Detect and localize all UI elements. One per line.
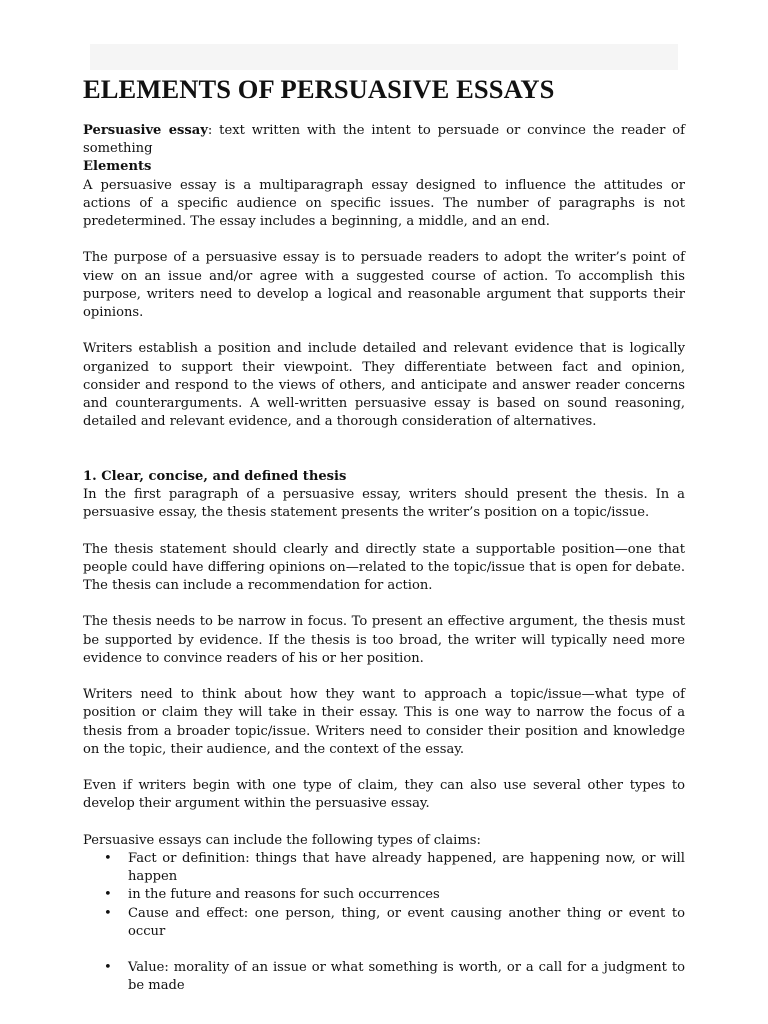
intro-paragraph-2: The purpose of a persuasive essay is to persuade readers to adopt the writer’s point of view on an issue and/or agree with a suggested course of action. To accomplish this purpose, writers need to develop a logical and reasonable argument that supports their opinions. [83, 250, 685, 321]
claims-list [83, 850, 685, 996]
list-item [83, 959, 685, 995]
bullet-icon: • [104, 851, 112, 866]
definition-text: : text written with the intent to persuade or convince the reader of something [83, 123, 685, 157]
section-1-paragraph-2: The thesis statement should clearly and directly state a supportable position—one that people could have differing opinions on—related to the topic/issue that is open for debate. The thesis can include a recommendation for action. [83, 541, 685, 594]
claim-text: Cause and effect: one person, thing, or event causing another thing or event to occur [128, 905, 685, 939]
definition-term: Persuasive essay [83, 123, 208, 138]
document-page [83, 72, 685, 996]
list-item [83, 850, 685, 886]
claim-text: Fact or definition: things that have already happened, are happening now, or will happen [128, 851, 685, 885]
definition-paragraph [83, 122, 685, 158]
intro-paragraph-1: A persuasive essay is a multiparagraph essay designed to influence the attitudes or actions of a specific audience on specific issues. The number of paragraphs is not predetermined. The essay includes a beginning, a middle, and an end. [83, 177, 685, 230]
section-1-paragraph-1: In the first paragraph of a persuasive essay, writers should present the thesis. In a persuasive essay, the thesis statement presents the writer’s position on a topic/issue. [83, 487, 685, 521]
bullet-icon: • [104, 887, 112, 903]
section-1-paragraph-5: Even if writers begin with one type of claim, they can also use several other types to develop their argument within the persuasive essay. [83, 778, 685, 812]
header-band [90, 44, 678, 70]
list-item [83, 905, 685, 941]
claim-text: in the future and reasons for such occurrences [128, 887, 440, 903]
claim-text: Value: morality of an issue or what something is worth, or a call for a judgment to be made [128, 960, 685, 994]
intro-paragraph-3: Writers establish a position and include detailed and relevant evidence that is logically organized to support their viewpoint. They differentiate between fact and opinion, consider and respond to the views of others, and anticipate and answer reader concerns and counterarguments. A well-written persuasive essay is based on sound reasoning, detailed and relevant evidence, and a thorough consideration of alternatives. [83, 341, 685, 430]
document-title: ELEMENTS OF PERSUASIVE ESSAYS [83, 74, 555, 104]
section-1-paragraph-4: Writers need to think about how they want to approach a topic/issue—what type of position or claim they will take in their essay. This is one way to narrow the focus of a thesis from a broader topic/issue. Writers need to consider their position and knowledge on the topic, their audience, and the context of the essay. [83, 687, 685, 757]
bullet-icon: • [104, 960, 112, 976]
bullet-icon: • [104, 905, 112, 921]
section-1-paragraph-3: The thesis needs to be narrow in focus. To present an effective argument, the thesis must be supported by evidence. If the thesis is too broad, the writer will typically need more evidence to convince readers of his or her position. [83, 614, 685, 666]
elements-heading: Elements [83, 159, 152, 175]
section-1-heading: 1. Clear, concise, and defined thesis [83, 468, 347, 484]
list-item [83, 886, 685, 904]
claims-intro: Persuasive essays can include the following types of claims: [83, 832, 481, 848]
